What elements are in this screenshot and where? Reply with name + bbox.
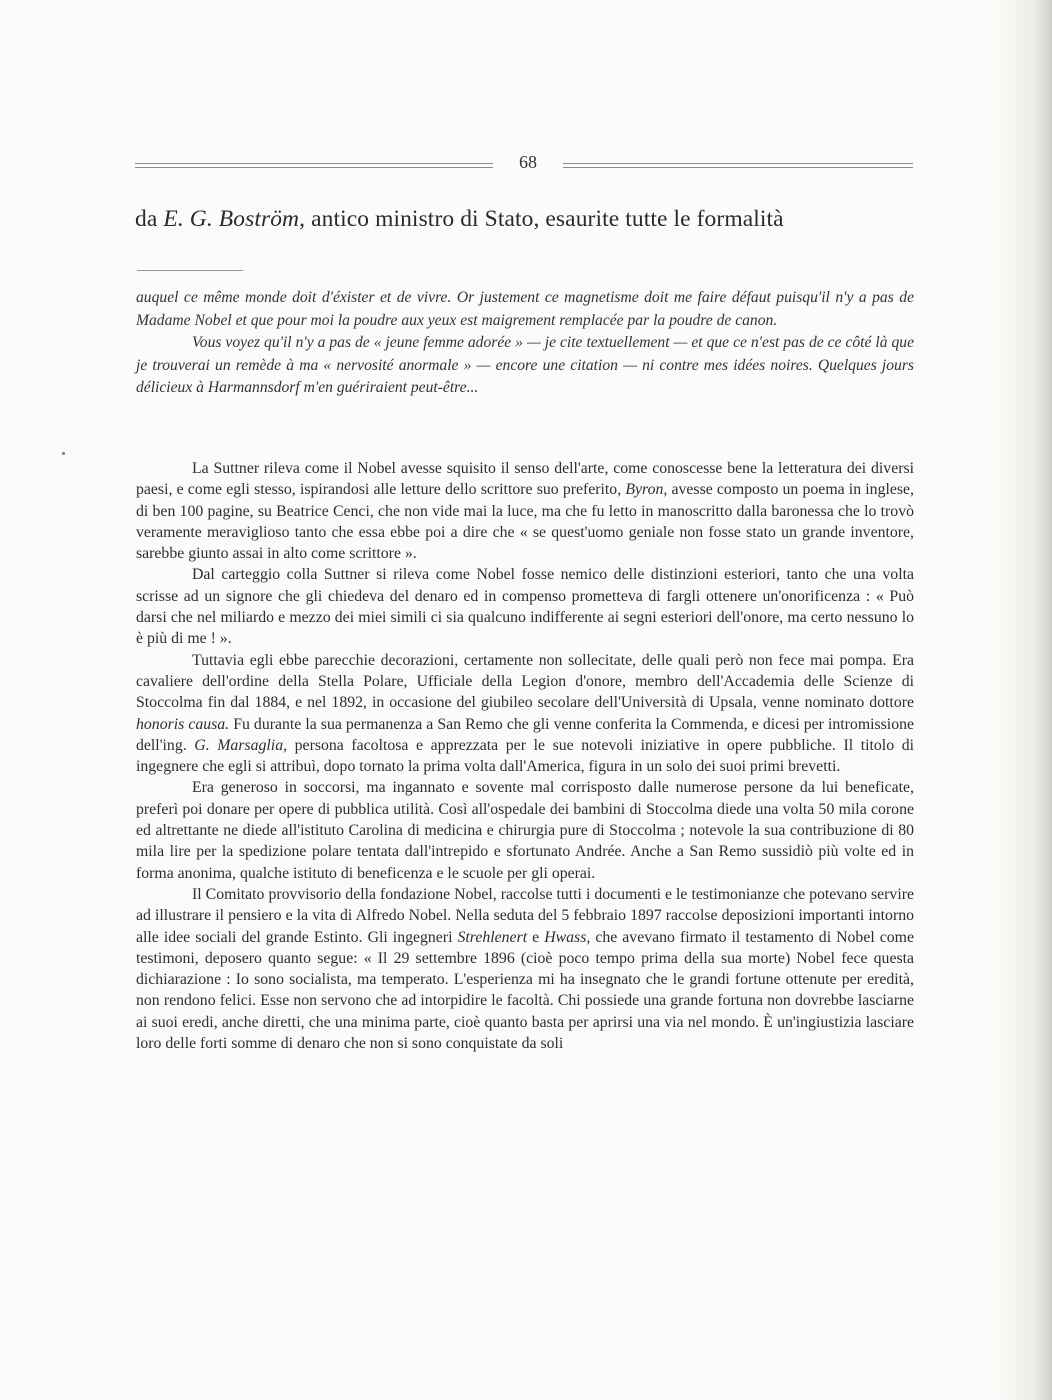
body-paragraph-4: Era generoso in soccorsi, ma ingannato e sovente mal corrisposto dalle numerose persone da lui beneficate, preferì poi donare per opere di pubblica utilità. Così all'ospedale dei bambini di Stoccolma diede una volta 50 mila corone ed altrettante ne diede all'istituto Carolina di medicina e chirurgia pure di Stoccolma ; notevole la sua contribuzione di 80 mila lire per la spedizione polare tentata dall'intrepido e sfortunato Andrée. Anche a San Remo sussidiò più volte ed in forma anonima, qualche istituto di beneficenza e le scuole per gli operai. (136, 779, 914, 882)
body-p5-strehlenert: Strehlenert (457, 928, 528, 946)
page-number: 68 (519, 152, 537, 172)
header-rule-right (563, 163, 913, 168)
body-p5-conjunction: e (527, 928, 545, 946)
body-p3-text-b: Fu durante la sua permanenza a San Remo che gli venne conferita la Commenda, e dicesi per intromissione dell'ing. (136, 715, 914, 754)
lead-line (135, 206, 915, 233)
body-paragraph-3 (136, 650, 914, 778)
body-text (136, 458, 914, 1054)
body-paragraph-1 (136, 458, 914, 564)
body-paragraph-2: Dal carteggio colla Suttner si rileva come Nobel fosse nemico delle distinzioni esteriori, tanto che una volta scrisse ad un signore che gli chiedeva del denaro ed in compenso prometteva di fargli ottenere un'onorificenza : « Può darsi che nel miliardo e mezzo dei miei simili ci sia qualcuno indifferente ai segni esteriori dell'onore, ma certo nessuno lo è più di me ! ». (136, 566, 914, 648)
body-p5-text-b: che avevano firmato il testamento di Nobel come testimoni, deposero quanto segue: « Il 29 settembre 1896 (cioè poco tempo prima della sua morte) Nobel fece questa dichiarazione : Io sono socialista, ma temperato. L'esperienza mi ha insegnato che le grandi fortune ottenute per eredità, non rendono felici. Esse non servono che ad intorpidire le facoltà. Chi possiede una grande fortuna non dovrebbe lasciarne ai suoi eredi, anche diretti, che una minima parte, cioè quanto basta per aprirsi una via nel mondo. È un'ingiustizia lasciare loro delle forti somme di denaro che non si sono conquistate da soli (136, 928, 914, 1053)
body-p5-hwass: Hwass, (544, 928, 591, 946)
body-p3-honoris: honoris causa. (136, 715, 230, 733)
body-p3-marsaglia: G. Marsaglia, (194, 736, 288, 754)
header-rule-left (135, 163, 493, 168)
page-header (135, 152, 913, 182)
page-edge-shadow (992, 0, 1052, 1400)
paper-speck (62, 452, 65, 455)
body-p3-text-a: Tuttavia egli ebbe parecchie decorazioni, certamente non sollecitate, delle quali però non fece mai pompa. Era cavaliere dell'ordine della Stella Polare, Ufficiale della Legion d'onore, membro dell'Accademia delle Scienze di Stoccolma fin dal 1884, e nel 1892, in occasione del giubileo secolare dell'Università di Upsala, venne nominato dottore (136, 651, 914, 712)
body-p1-byron: Byron, (625, 481, 668, 499)
lead-name: E. G. Boström, (163, 206, 306, 232)
body-paragraph-5 (136, 884, 914, 1054)
body-p3-text-c: persona facoltosa e apprezzata per le sue notevoli iniziative in opere pubbliche. Il titolo di ingegnere che egli si attribuì, dopo tornato la prima volta dall'America, figura in un solo dei suoi primi brevetti. (136, 736, 914, 776)
lead-prefix: da (135, 206, 164, 232)
body-p1-text-a: La Suttner rileva come il Nobel avesse squisito il senso dell'arte, come conoscesse bene la letteratura dei diversi paesi, e come egli stesso, ispirandosi alle letture dello scrittore suo preferito, (136, 460, 914, 499)
body-p5-text-a: Il Comitato provvisorio della fondazione Nobel, raccolse tutti i documenti e le testimonianze che potevano servire ad illustrare il pensiero e la vita di Alfredo Nobel. Nella seduta del 5 febbraio 1897 raccolse deposizioni importanti intorno alle idee sociali del grande Estinto. Gli ingegneri (136, 885, 914, 946)
footnote-rule (137, 270, 243, 271)
body-p1-text-b: avesse composto un poema in inglese, di ben 100 pagine, su Beatrice Cenci, che non vide mai la luce, ma che fu letto in manoscritto dalla baronessa che lo trovò veramente meraviglioso tanto che essa ebbe poi a dire che « se quest'uomo geniale non fosse stato un grande inventore, sarebbe giunto assai in alto come scrittore ». (136, 481, 914, 563)
lead-suffix: antico ministro di Stato, esaurite tutte le formalità (305, 206, 784, 232)
french-quote (136, 287, 914, 400)
quote-paragraph-2: Vous voyez qu'il n'y a pas de « jeune femme adorée » — je cite textuellement — et que ce n'est pas de ce côté là que je trouverai un remède à ma « nervosité anormale » — encore une citation — ni contre mes idées noires. Quelques jours délicieux à Harmannsdorf m'en guériraient peut-être... (136, 334, 914, 397)
quote-paragraph-1: auquel ce même monde doit d'éxister et de vivre. Or justement ce magnetisme doit me faire défaut puisqu'il n'y a pas de Madame Nobel et que pour moi la poudre aux yeux est maigrement remplacée par la poudre de canon. (136, 289, 914, 329)
